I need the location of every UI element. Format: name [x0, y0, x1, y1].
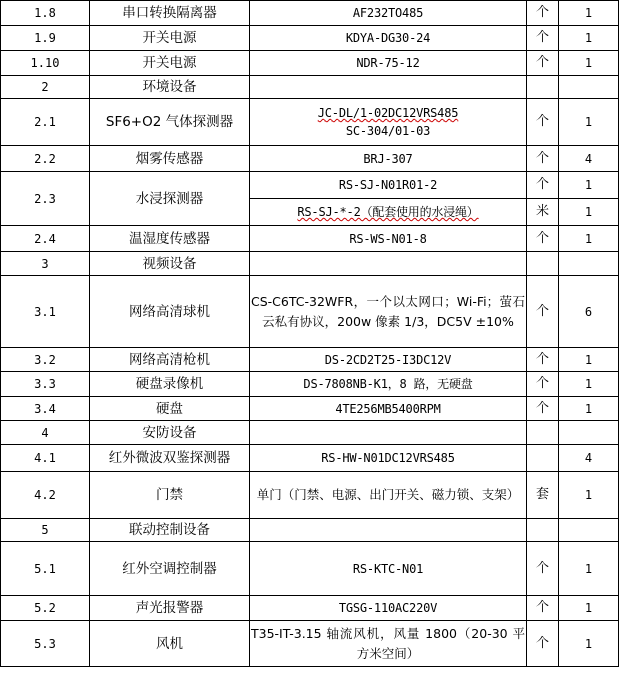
- item-number: 5.1: [1, 542, 90, 596]
- item-quantity: [559, 252, 619, 276]
- item-quantity: 1: [559, 397, 619, 421]
- item-model: [250, 421, 527, 445]
- item-number: 2.1: [1, 99, 90, 146]
- item-number: 3.4: [1, 397, 90, 421]
- item-model: CS-C6TC-32WFR，一个以太网口；Wi-Fi；萤石云私有协议，200w 像素 1/3，DC5V ±10%: [250, 276, 527, 348]
- item-quantity: 1: [559, 99, 619, 146]
- item-unit: 个: [527, 372, 559, 397]
- model-line: SC-304/01-03: [345, 124, 431, 138]
- item-name: 风机: [90, 621, 250, 667]
- item-unit: 个: [527, 1, 559, 26]
- item-model: [250, 99, 527, 146]
- item-name: 网络高清枪机: [90, 348, 250, 372]
- item-quantity: 1: [559, 596, 619, 621]
- item-number: 5.2: [1, 596, 90, 621]
- item-unit: 个: [527, 51, 559, 76]
- item-quantity: 1: [559, 621, 619, 667]
- item-unit: 个: [527, 397, 559, 421]
- section-row: [1, 421, 619, 445]
- item-quantity: 1: [559, 372, 619, 397]
- table-row: [1, 146, 619, 172]
- item-model: DS-7808NB-K1，8 路，无硬盘: [250, 372, 527, 397]
- item-quantity: [559, 519, 619, 542]
- section-number: 5: [1, 519, 90, 542]
- item-model: NDR-75-12: [250, 51, 527, 76]
- item-number: 2.4: [1, 226, 90, 252]
- item-model: [250, 199, 527, 226]
- item-unit: 个: [527, 276, 559, 348]
- item-number: 3.2: [1, 348, 90, 372]
- item-number: 1.10: [1, 51, 90, 76]
- table-row: [1, 226, 619, 252]
- item-name: 红外微波双鉴探测器: [90, 445, 250, 472]
- item-number: 2.3: [1, 172, 90, 226]
- item-quantity: 1: [559, 1, 619, 26]
- table-row: [1, 596, 619, 621]
- section-name: 安防设备: [90, 421, 250, 445]
- item-model: RS-WS-N01-8: [250, 226, 527, 252]
- item-quantity: 1: [559, 51, 619, 76]
- item-quantity: 1: [559, 542, 619, 596]
- table-row: [1, 397, 619, 421]
- item-quantity: 1: [559, 472, 619, 519]
- item-unit: [527, 421, 559, 445]
- item-name: SF6+O2 气体探测器: [90, 99, 250, 146]
- item-quantity: 1: [559, 172, 619, 199]
- item-name: 水浸探测器: [90, 172, 250, 226]
- table-row: [1, 99, 619, 146]
- item-name: 声光报警器: [90, 596, 250, 621]
- table-row: [1, 276, 619, 348]
- item-quantity: 1: [559, 226, 619, 252]
- item-model: RS-KTC-N01: [250, 542, 527, 596]
- table-row: [1, 51, 619, 76]
- item-model: [250, 519, 527, 542]
- section-row: [1, 76, 619, 99]
- item-name: 开关电源: [90, 26, 250, 51]
- item-quantity: 1: [559, 26, 619, 51]
- item-number: 5.3: [1, 621, 90, 667]
- item-unit: [527, 519, 559, 542]
- item-quantity: 1: [559, 348, 619, 372]
- item-unit: 个: [527, 542, 559, 596]
- item-model: AF232TO485: [250, 1, 527, 26]
- table-row: [1, 1, 619, 26]
- section-name: 环境设备: [90, 76, 250, 99]
- item-name: 串口转换隔离器: [90, 1, 250, 26]
- item-number: 3.1: [1, 276, 90, 348]
- item-name: 硬盘录像机: [90, 372, 250, 397]
- item-number: 1.9: [1, 26, 90, 51]
- item-unit: [527, 445, 559, 472]
- item-quantity: 6: [559, 276, 619, 348]
- item-unit: 个: [527, 596, 559, 621]
- item-unit: 个: [527, 146, 559, 172]
- item-number: 2.2: [1, 146, 90, 172]
- item-unit: 个: [527, 172, 559, 199]
- item-name: 温湿度传感器: [90, 226, 250, 252]
- table-row: [1, 445, 619, 472]
- item-unit: 个: [527, 26, 559, 51]
- table-row: [1, 542, 619, 596]
- section-row: [1, 252, 619, 276]
- item-unit: 个: [527, 348, 559, 372]
- model-text: RS-SJ-*-2（配套使用的水浸绳）: [297, 205, 479, 219]
- item-unit: 个: [527, 99, 559, 146]
- item-number: 3.3: [1, 372, 90, 397]
- model-line: JC-DL/1-02DC12VRS485: [317, 106, 459, 120]
- item-number: 1.8: [1, 1, 90, 26]
- item-quantity: 4: [559, 445, 619, 472]
- table-row: [1, 621, 619, 667]
- item-unit: 个: [527, 226, 559, 252]
- item-model: T35-IT-3.15 轴流风机，风量 1800（20-30 平方米空间）: [250, 621, 527, 667]
- item-model: 4TE256MB5400RPM: [250, 397, 527, 421]
- table-row: [1, 26, 619, 51]
- item-number: 4.1: [1, 445, 90, 472]
- item-model: [250, 76, 527, 99]
- item-unit: 个: [527, 621, 559, 667]
- item-name: 网络高清球机: [90, 276, 250, 348]
- item-name: 门禁: [90, 472, 250, 519]
- item-name: 红外空调控制器: [90, 542, 250, 596]
- item-name: 烟雾传感器: [90, 146, 250, 172]
- item-model: TGSG-110AC220V: [250, 596, 527, 621]
- item-model: RS-HW-N01DC12VRS485: [250, 445, 527, 472]
- item-number: 4.2: [1, 472, 90, 519]
- item-model: BRJ-307: [250, 146, 527, 172]
- table-row: [1, 172, 619, 199]
- section-number: 3: [1, 252, 90, 276]
- item-unit: 套: [527, 472, 559, 519]
- item-model: [250, 252, 527, 276]
- item-quantity: [559, 76, 619, 99]
- table-row: [1, 348, 619, 372]
- item-model: KDYA-DG30-24: [250, 26, 527, 51]
- section-row: [1, 519, 619, 542]
- item-name: 开关电源: [90, 51, 250, 76]
- item-model: RS-SJ-N01R01-2: [250, 172, 527, 199]
- item-unit: [527, 76, 559, 99]
- table-row: [1, 472, 619, 519]
- item-quantity: 4: [559, 146, 619, 172]
- section-name: 联动控制设备: [90, 519, 250, 542]
- item-quantity: 1: [559, 199, 619, 226]
- item-model: DS-2CD2T25-I3DC12V: [250, 348, 527, 372]
- item-quantity: [559, 421, 619, 445]
- item-unit: 米: [527, 199, 559, 226]
- table-row: [1, 372, 619, 397]
- section-number: 2: [1, 76, 90, 99]
- section-number: 4: [1, 421, 90, 445]
- item-unit: [527, 252, 559, 276]
- section-name: 视频设备: [90, 252, 250, 276]
- item-name: 硬盘: [90, 397, 250, 421]
- item-model: 单门（门禁、电源、出门开关、磁力锁、支架）: [250, 472, 527, 519]
